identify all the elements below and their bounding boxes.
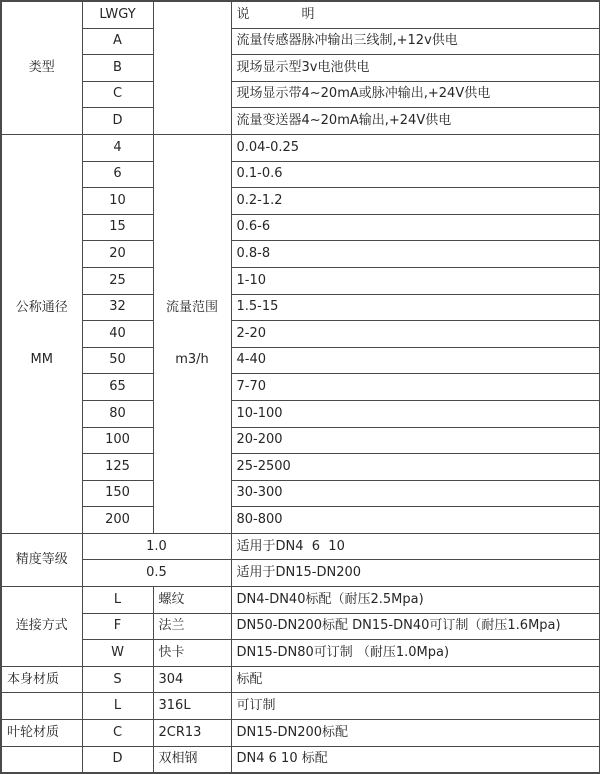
table-row [1, 214, 600, 241]
dn-value: 100 [82, 427, 153, 454]
table-row [1, 28, 600, 55]
dn-value: 32 [82, 294, 153, 321]
table-row [1, 693, 600, 720]
dn-value: 15 [82, 214, 153, 241]
type-desc: 流量变送器4~20mA输出,+24V供电 [231, 108, 600, 135]
table-row [1, 81, 600, 108]
table-row [1, 533, 600, 560]
table-row [1, 374, 600, 401]
dn-value: 6 [82, 161, 153, 188]
flow-range-value: 2-20 [231, 321, 600, 348]
accuracy-value: 0.5 [82, 560, 231, 587]
table-row [1, 161, 600, 188]
flow-range-value: 1.5-15 [231, 294, 600, 321]
dn-value: 10 [82, 188, 153, 215]
section-label-body-material: 本身材质 [1, 666, 82, 693]
flow-range-value: 0.6-6 [231, 214, 600, 241]
material-desc: DN4 6 10 标配 [231, 746, 600, 773]
diameter-label-line1: 公称通径 [15, 299, 68, 315]
flow-range-value: 0.1-0.6 [231, 161, 600, 188]
flow-range-value: 10-100 [231, 400, 600, 427]
material-desc: 标配 [231, 666, 600, 693]
connection-name: 螺纹 [153, 587, 231, 614]
table-row [1, 347, 600, 374]
accuracy-value: 1.0 [82, 533, 231, 560]
type-desc: 流量传感器脉冲输出三线制,+12v供电 [231, 28, 600, 55]
section-label-connection: 连接方式 [1, 587, 82, 667]
material-name: 双相钢 [153, 746, 231, 773]
dn-value: 65 [82, 374, 153, 401]
flow-range-value: 1-10 [231, 267, 600, 294]
section-label-diameter [1, 134, 82, 533]
dn-value: 80 [82, 400, 153, 427]
accuracy-desc: 适用于DN4 6 10 [231, 533, 600, 560]
connection-code: L [82, 587, 153, 614]
connection-desc: DN50-DN200标配 DN15-DN40可订制（耐压1.6Mpa) [231, 613, 600, 640]
flow-range-value: 4-40 [231, 347, 600, 374]
table-row [1, 666, 600, 693]
body-material-empty-cell [1, 693, 82, 720]
table-row [1, 454, 600, 481]
section-label-impeller-material: 叶轮材质 [1, 720, 82, 747]
flow-range-value: 20-200 [231, 427, 600, 454]
table-row [1, 321, 600, 348]
section-label-accuracy: 精度等级 [1, 533, 82, 586]
type-spacer-cell [153, 1, 231, 134]
flow-range-value: 7-70 [231, 374, 600, 401]
table-row [1, 134, 600, 161]
material-desc: 可订制 [231, 693, 600, 720]
table-row [1, 241, 600, 268]
table-row [1, 560, 600, 587]
dn-value: 25 [82, 267, 153, 294]
type-desc: 现场显示型3v电池供电 [231, 55, 600, 82]
table-row [1, 267, 600, 294]
dn-value: 40 [82, 321, 153, 348]
dn-value: 200 [82, 507, 153, 534]
material-code: C [82, 720, 153, 747]
material-code: S [82, 666, 153, 693]
table-row [1, 108, 600, 135]
table-row [1, 400, 600, 427]
material-code: L [82, 693, 153, 720]
table-row [1, 188, 600, 215]
table-row [1, 480, 600, 507]
connection-code: F [82, 613, 153, 640]
flow-range-label-line1: 流量范围 [165, 299, 218, 315]
table-row [1, 427, 600, 454]
flow-range-value: 30-300 [231, 480, 600, 507]
connection-name: 快卡 [153, 640, 231, 667]
accuracy-desc: 适用于DN15-DN200 [231, 560, 600, 587]
type-desc: 现场显示带4~20mA或脉冲输出,+24V供电 [231, 81, 600, 108]
dn-value: 125 [82, 454, 153, 481]
flow-range-value: 0.8-8 [231, 241, 600, 268]
material-code: D [82, 746, 153, 773]
flow-range-label-line2: m3/h [175, 352, 209, 368]
type-code: A [82, 28, 153, 55]
material-desc: DN15-DN200标配 [231, 720, 600, 747]
section-label-type: 类型 [1, 1, 82, 134]
material-name: 2CR13 [153, 720, 231, 747]
flow-range-value: 80-800 [231, 507, 600, 534]
impeller-material-empty-cell [1, 746, 82, 773]
table-row [1, 1, 600, 28]
table-row [1, 294, 600, 321]
dn-value: 150 [82, 480, 153, 507]
dn-value: 4 [82, 134, 153, 161]
type-code: D [82, 108, 153, 135]
flow-range-value: 0.04-0.25 [231, 134, 600, 161]
connection-code: W [82, 640, 153, 667]
header-desc-title: 说 明 [231, 1, 600, 28]
flow-range-value: 25-2500 [231, 454, 600, 481]
table-row [1, 507, 600, 534]
dn-value: 20 [82, 241, 153, 268]
table-row [1, 720, 600, 747]
flow-range-value: 0.2-1.2 [231, 188, 600, 215]
table-row [1, 613, 600, 640]
table-row [1, 640, 600, 667]
table-row [1, 55, 600, 82]
table-row [1, 587, 600, 614]
type-code: C [82, 81, 153, 108]
connection-desc: DN4-DN40标配（耐压2.5Mpa) [231, 587, 600, 614]
diameter-label-line2: MM [30, 352, 53, 368]
dn-value: 50 [82, 347, 153, 374]
flow-range-label [153, 134, 231, 533]
material-name: 316L [153, 693, 231, 720]
connection-desc: DN15-DN80可订制 （耐压1.0Mpa) [231, 640, 600, 667]
table-row [1, 746, 600, 773]
material-name: 304 [153, 666, 231, 693]
header-model-code: LWGY [82, 1, 153, 28]
connection-name: 法兰 [153, 613, 231, 640]
type-code: B [82, 55, 153, 82]
